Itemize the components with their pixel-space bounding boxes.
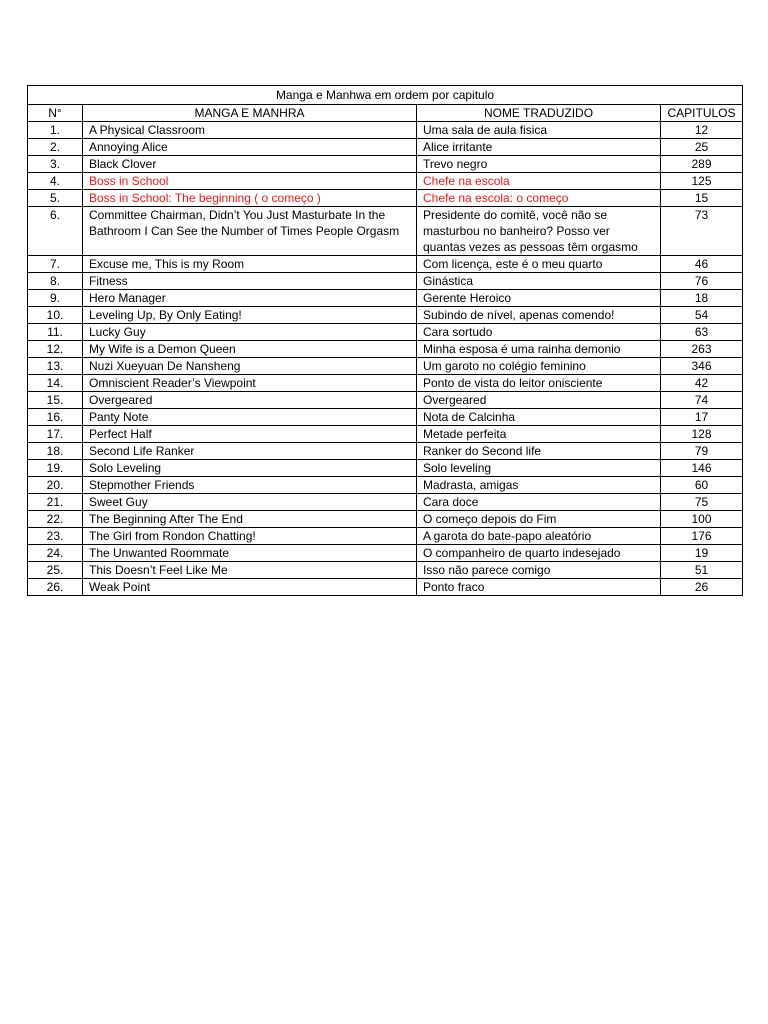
- row-chapters: 51: [661, 562, 743, 579]
- table-row: [28, 173, 743, 190]
- manga-table: [27, 85, 743, 596]
- table-row: [28, 460, 743, 477]
- row-translated: Alice irritante: [417, 139, 661, 156]
- row-number: 5.: [28, 190, 83, 207]
- row-chapters: 17: [661, 409, 743, 426]
- row-number: 8.: [28, 273, 83, 290]
- row-title: A Physical Classroom: [83, 122, 417, 139]
- table-row: [28, 139, 743, 156]
- row-chapters: 60: [661, 477, 743, 494]
- row-chapters: 46: [661, 256, 743, 273]
- row-translated: Gerente Heroico: [417, 290, 661, 307]
- header-chapters: CAPITULOS: [661, 105, 743, 122]
- row-translated: Cara sortudo: [417, 324, 661, 341]
- row-number: 11.: [28, 324, 83, 341]
- row-chapters: 73: [661, 207, 743, 256]
- row-translated: Um garoto no colégio feminino: [417, 358, 661, 375]
- row-number: 21.: [28, 494, 83, 511]
- row-chapters: 19: [661, 545, 743, 562]
- row-number: 2.: [28, 139, 83, 156]
- row-title: The Girl from Rondon Chatting!: [83, 528, 417, 545]
- row-title: Boss in School: [83, 173, 417, 190]
- row-title: Perfect Half: [83, 426, 417, 443]
- row-number: 12.: [28, 341, 83, 358]
- table-body: [28, 122, 743, 596]
- row-chapters: 74: [661, 392, 743, 409]
- table-row: [28, 324, 743, 341]
- row-number: 19.: [28, 460, 83, 477]
- row-title: Hero Manager: [83, 290, 417, 307]
- row-title: Nuzi Xueyuan De Nansheng: [83, 358, 417, 375]
- table-row: [28, 207, 743, 256]
- table-row: [28, 358, 743, 375]
- table-row: [28, 341, 743, 358]
- row-chapters: 76: [661, 273, 743, 290]
- row-title: Panty Note: [83, 409, 417, 426]
- table-title: Manga e Manhwa em ordem por capitulo: [28, 86, 743, 105]
- table-row: [28, 443, 743, 460]
- row-translated: Madrasta, amigas: [417, 477, 661, 494]
- row-number: 14.: [28, 375, 83, 392]
- row-title: Committee Chairman, Didn’t You Just Masturbate In the Bathroom I Can See the Number of Times People Orgasm: [83, 207, 417, 256]
- row-translated: O começo depois do Fim: [417, 511, 661, 528]
- row-number: 7.: [28, 256, 83, 273]
- row-translated: O companheiro de quarto indesejado: [417, 545, 661, 562]
- row-translated: Chefe na escola: o começo: [417, 190, 661, 207]
- row-chapters: 42: [661, 375, 743, 392]
- row-chapters: 54: [661, 307, 743, 324]
- row-translated: Minha esposa é uma rainha demonio: [417, 341, 661, 358]
- row-chapters: 18: [661, 290, 743, 307]
- row-title: The Beginning After The End: [83, 511, 417, 528]
- row-chapters: 146: [661, 460, 743, 477]
- table-row: [28, 409, 743, 426]
- table-row: [28, 579, 743, 596]
- row-title: Boss in School: The beginning ( o começo ): [83, 190, 417, 207]
- row-translated: Ponto fraco: [417, 579, 661, 596]
- table-row: [28, 122, 743, 139]
- table-row: [28, 477, 743, 494]
- row-title: Stepmother Friends: [83, 477, 417, 494]
- table-row: [28, 511, 743, 528]
- row-translated: Presidente do comitê, você não se masturbou no banheiro? Posso ver quantas vezes as pessoas têm orgasmo: [417, 207, 661, 256]
- row-translated: Isso não parece comigo: [417, 562, 661, 579]
- row-number: 3.: [28, 156, 83, 173]
- row-title: Solo Leveling: [83, 460, 417, 477]
- header-translated: NOME TRADUZIDO: [417, 105, 661, 122]
- row-number: 22.: [28, 511, 83, 528]
- row-number: 20.: [28, 477, 83, 494]
- row-chapters: 289: [661, 156, 743, 173]
- row-chapters: 100: [661, 511, 743, 528]
- row-chapters: 346: [661, 358, 743, 375]
- row-chapters: 263: [661, 341, 743, 358]
- row-title: Weak Point: [83, 579, 417, 596]
- row-translated: Subindo de nível, apenas comendo!: [417, 307, 661, 324]
- row-translated: Cara doce: [417, 494, 661, 511]
- row-chapters: 25: [661, 139, 743, 156]
- row-translated: Chefe na escola: [417, 173, 661, 190]
- row-number: 17.: [28, 426, 83, 443]
- row-title: Fitness: [83, 273, 417, 290]
- row-number: 4.: [28, 173, 83, 190]
- row-chapters: 125: [661, 173, 743, 190]
- header-title: MANGA E MANHRA: [83, 105, 417, 122]
- row-translated: Ponto de vista do leitor onisciente: [417, 375, 661, 392]
- row-number: 16.: [28, 409, 83, 426]
- row-chapters: 26: [661, 579, 743, 596]
- row-translated: A garota do bate-papo aleatório: [417, 528, 661, 545]
- table-row: [28, 426, 743, 443]
- table-row: [28, 562, 743, 579]
- table-row: [28, 545, 743, 562]
- table-row: [28, 307, 743, 324]
- row-title: My Wife is a Demon Queen: [83, 341, 417, 358]
- row-translated: Ginástica: [417, 273, 661, 290]
- table-row: [28, 392, 743, 409]
- table-row: [28, 273, 743, 290]
- table-row: [28, 290, 743, 307]
- row-chapters: 63: [661, 324, 743, 341]
- row-translated: Solo leveling: [417, 460, 661, 477]
- row-number: 15.: [28, 392, 83, 409]
- table-row: [28, 256, 743, 273]
- header-number: N°: [28, 105, 83, 122]
- table-row: [28, 494, 743, 511]
- row-title: Overgeared: [83, 392, 417, 409]
- row-title: Lucky Guy: [83, 324, 417, 341]
- row-chapters: 79: [661, 443, 743, 460]
- row-number: 18.: [28, 443, 83, 460]
- row-title: Leveling Up, By Only Eating!: [83, 307, 417, 324]
- row-title: Omniscient Reader’s Viewpoint: [83, 375, 417, 392]
- row-translated: Uma sala de aula fisica: [417, 122, 661, 139]
- row-number: 25.: [28, 562, 83, 579]
- table-row: [28, 375, 743, 392]
- row-chapters: 176: [661, 528, 743, 545]
- table-row: [28, 528, 743, 545]
- table-row: [28, 190, 743, 207]
- table-row: [28, 156, 743, 173]
- row-number: 23.: [28, 528, 83, 545]
- row-number: 10.: [28, 307, 83, 324]
- row-number: 1.: [28, 122, 83, 139]
- row-title: Second Life Ranker: [83, 443, 417, 460]
- row-title: Sweet Guy: [83, 494, 417, 511]
- row-title: This Doesn’t Feel Like Me: [83, 562, 417, 579]
- row-chapters: 75: [661, 494, 743, 511]
- row-translated: Trevo negro: [417, 156, 661, 173]
- row-chapters: 128: [661, 426, 743, 443]
- row-number: 6.: [28, 207, 83, 256]
- row-number: 9.: [28, 290, 83, 307]
- row-number: 24.: [28, 545, 83, 562]
- row-title: The Unwanted Roommate: [83, 545, 417, 562]
- row-title: Black Clover: [83, 156, 417, 173]
- row-title: Annoying Alice: [83, 139, 417, 156]
- row-chapters: 12: [661, 122, 743, 139]
- row-translated: Metade perfeita: [417, 426, 661, 443]
- row-number: 26.: [28, 579, 83, 596]
- row-translated: Overgeared: [417, 392, 661, 409]
- row-number: 13.: [28, 358, 83, 375]
- row-translated: Com licença, este é o meu quarto: [417, 256, 661, 273]
- row-translated: Nota de Calcinha: [417, 409, 661, 426]
- row-chapters: 15: [661, 190, 743, 207]
- row-translated: Ranker do Second life: [417, 443, 661, 460]
- row-title: Excuse me, This is my Room: [83, 256, 417, 273]
